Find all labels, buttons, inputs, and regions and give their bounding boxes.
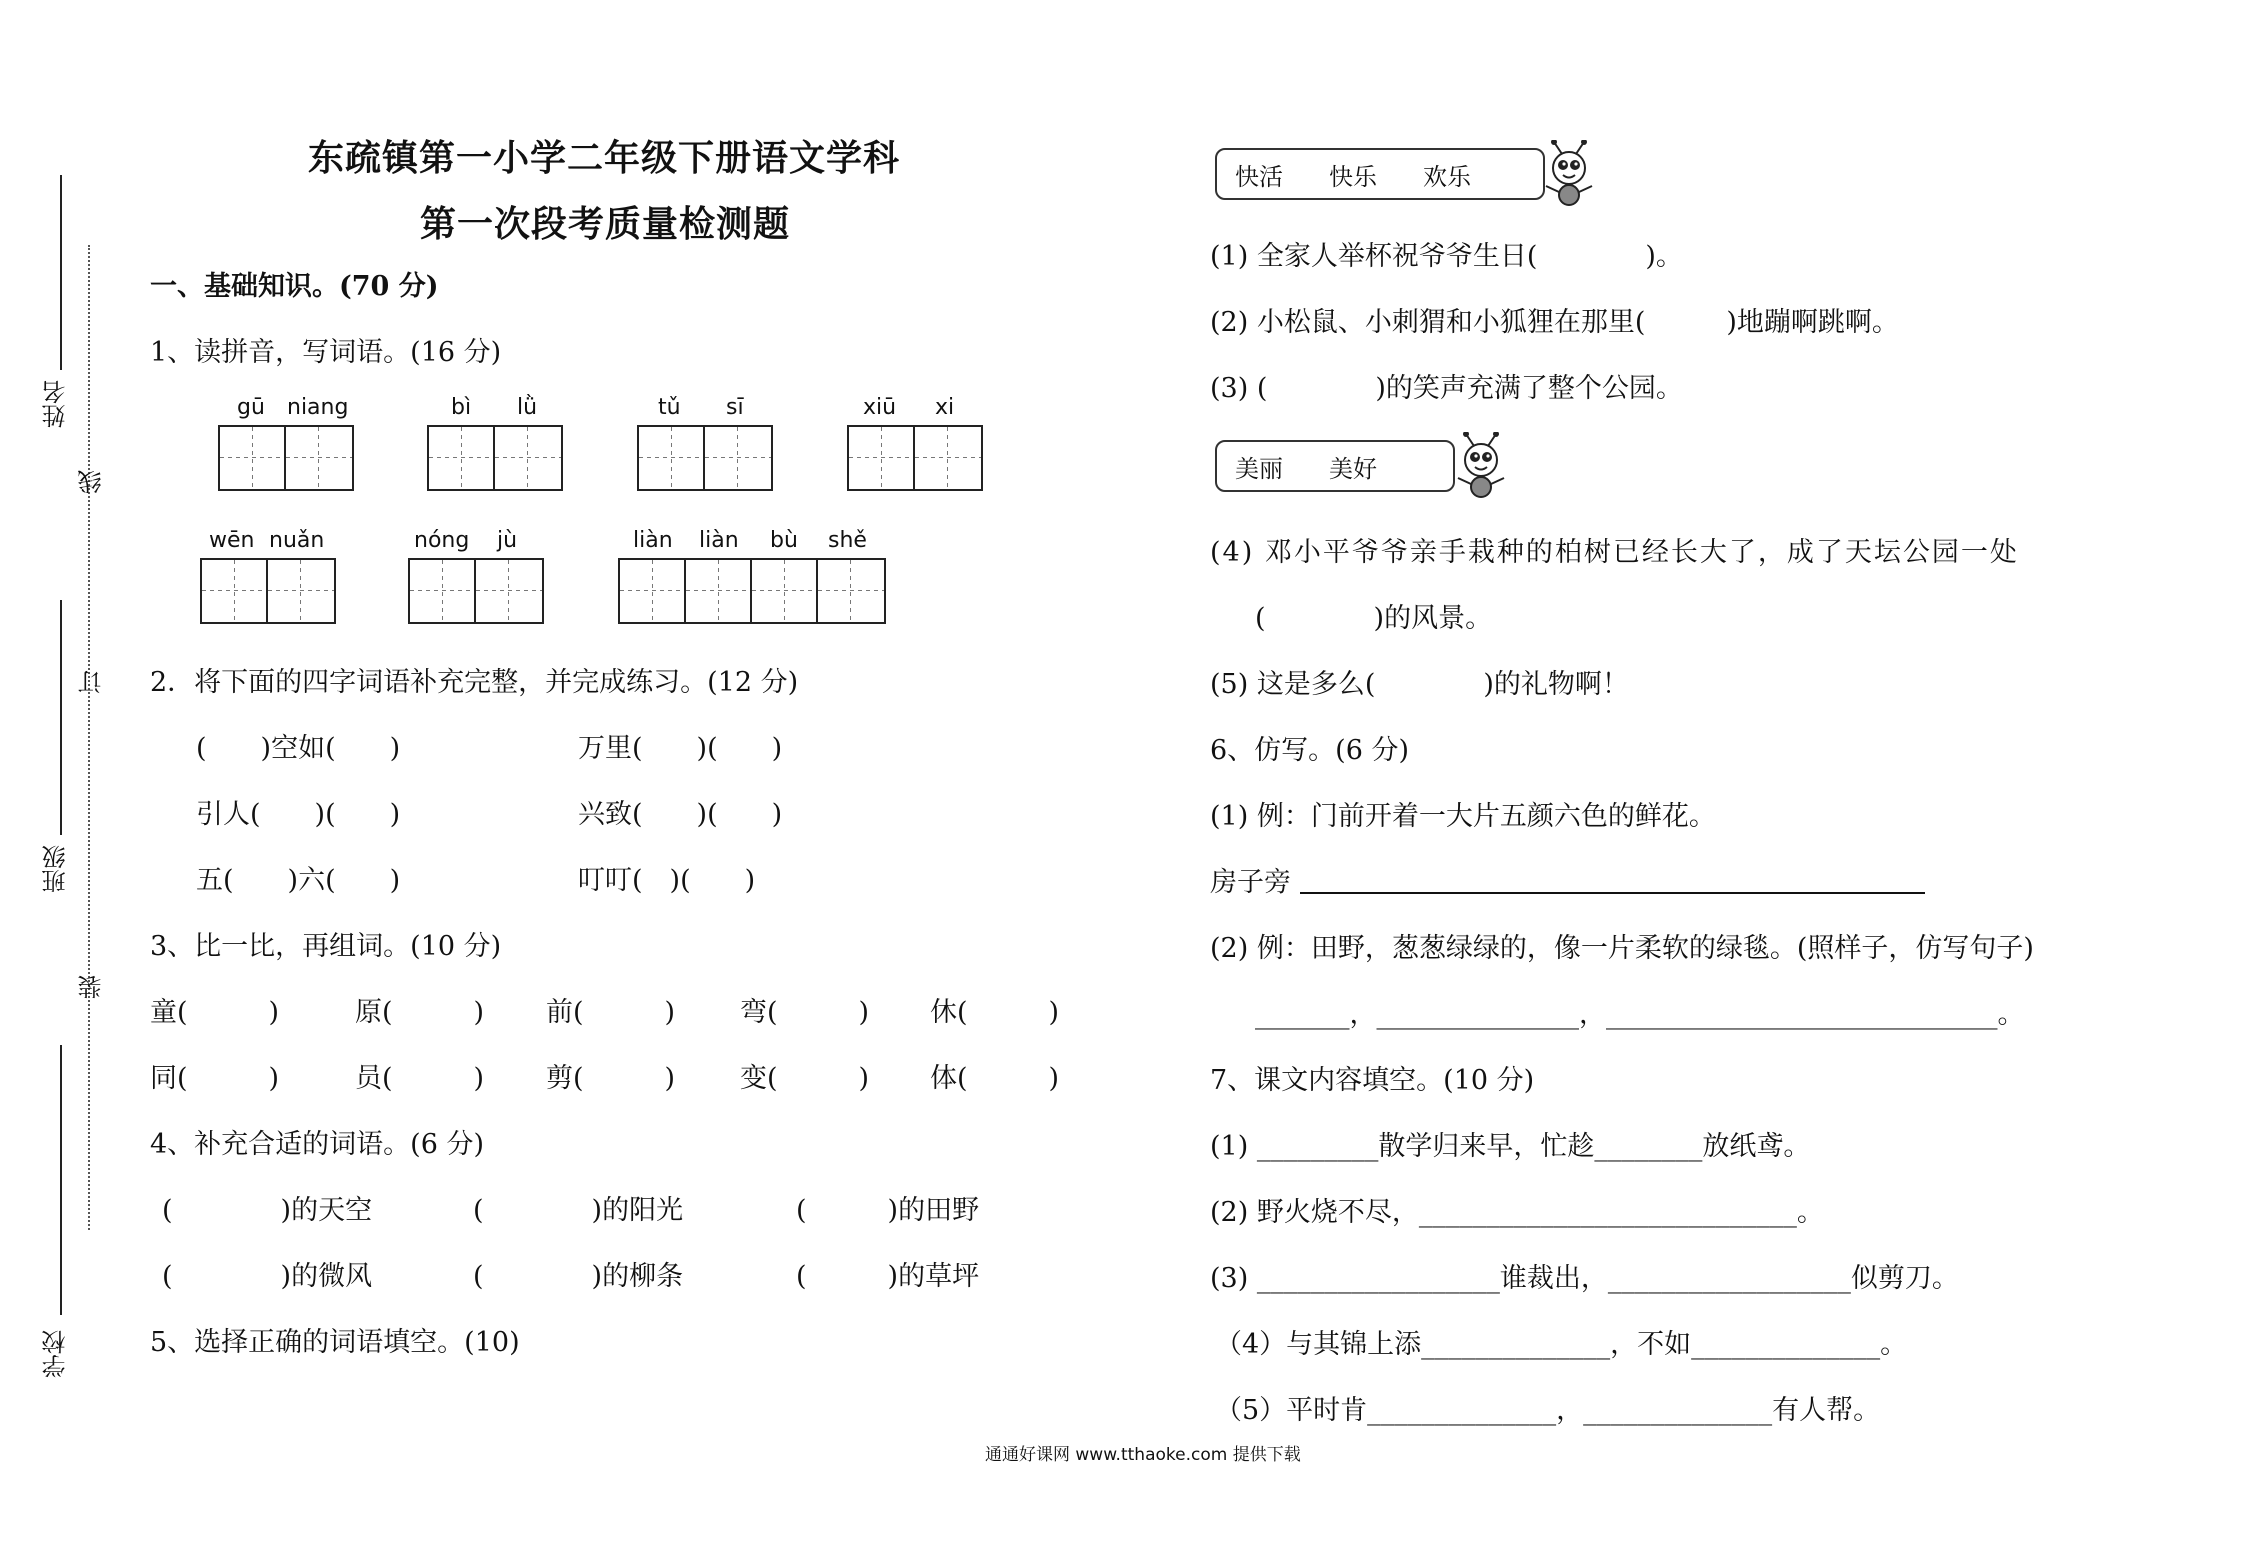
q4-title: 4、补充合适的词语。(6 分) [150,1129,485,1160]
q5-sentence: ( )的风景。 [1255,603,1493,634]
word-choice-box [1215,440,1455,492]
line-label: 线 [78,470,106,494]
ding-label: 订 [78,670,106,694]
q7-line[interactable]: （4）与其锦上添______________，不如______________。 [1215,1329,1908,1360]
pinyin: sī [726,395,744,420]
char-grid[interactable] [408,558,544,624]
q4-item: ( )的田野 [796,1195,980,1226]
q2-item: 万里( )( ) [578,733,783,764]
q7-line[interactable]: (2) 野火烧不尽，____________________________。 [1210,1197,1824,1228]
word-option: 欢乐 [1423,162,1471,191]
q2-item: 叮叮( )( ) [578,865,756,896]
q4-item: ( )的阳光 [473,1195,684,1226]
ant-cartoon-icon [1452,432,1512,502]
q3-item: 变( ) [740,1063,870,1094]
q5-sentence: (4) 邓小平爷爷亲手栽种的柏树已经长大了，成了天坛公园一处 [1210,537,2019,568]
q3-item: 员( ) [355,1063,485,1094]
q5-sentence: (5) 这是多么( )的礼物啊！ [1210,669,1629,700]
page-title-line1: 东疏镇第一小学二年级下册语文学科 [308,137,901,179]
ant-cartoon-icon [1540,140,1600,210]
char-grid[interactable] [427,425,563,491]
word-option: 快乐 [1329,162,1377,191]
binding-line-mid1 [60,600,62,835]
pinyin: jù [497,528,518,553]
q6-answer-label: 房子旁 [1210,867,1291,898]
q6-title: 6、仿写。(6 分) [1210,735,1410,766]
q3-item: 同( ) [150,1063,280,1094]
q5-sentence: (3) ( )的笑声充满了整个公园。 [1210,373,1683,404]
class-label: 班级 [42,845,70,893]
word-option: 快活 [1235,162,1283,191]
q3-item: 弯( ) [740,997,870,1028]
school-label: 学校 [42,1330,70,1378]
q4-item: ( )的柳条 [473,1261,684,1292]
q3-item: 原( ) [355,997,485,1028]
q2-item: ( )空如( ) [196,733,401,764]
pinyin: niang [287,395,349,420]
q7-title: 7、课文内容填空。(10 分) [1210,1065,1535,1096]
word-option: 美丽 [1235,454,1283,483]
answer-line[interactable] [1300,892,1925,894]
q2-item: 兴致( )( ) [578,799,783,830]
q7-line[interactable]: （5）平时肯______________，______________有人帮。 [1215,1395,1881,1426]
q5-sentence: (1) 全家人举杯祝爷爷生日( )。 [1210,241,1683,272]
pinyin: lǜ [517,395,538,420]
q6-example: (2) 例：田野，葱葱绿绿的，像一片柔软的绿毯。(照样子，仿写句子) [1210,933,2034,964]
char-grid[interactable] [847,425,983,491]
q3-item: 童( ) [150,997,280,1028]
q4-item: ( )的微风 [162,1261,373,1292]
q3-item: 体( ) [930,1063,1060,1094]
q2-item: 五( )六( ) [196,865,401,896]
pinyin: bì [451,395,472,420]
char-grid[interactable] [200,558,336,624]
word-option: 美好 [1329,454,1377,483]
page-title-line2: 第一次段考质量检测题 [420,203,791,245]
binding-line-top [60,175,62,370]
pinyin: liàn [633,528,673,553]
pinyin: nóng [414,528,470,553]
char-grid[interactable] [618,558,886,624]
q3-item: 前( ) [546,997,676,1028]
pinyin: liàn [699,528,739,553]
pinyin: bù [770,528,798,553]
q7-line[interactable]: (3) __________________谁裁出，__________________似剪刀。 [1210,1263,1959,1294]
q3-item: 剪( ) [546,1063,676,1094]
zhuang-label: 装 [78,975,106,999]
q5-sentence: (2) 小松鼠、小刺猬和小狐狸在那里( )地蹦啊跳啊。 [1210,307,1899,338]
pinyin: xiū [863,395,897,420]
q3-title: 3、比一比，再组词。(10 分) [150,931,502,962]
name-label: 姓名 [42,380,70,428]
q6-answer-blanks[interactable]: _______，_______________，_____________________________。 [1255,999,2025,1030]
char-grid[interactable] [637,425,773,491]
binding-dotted-line [88,245,90,1230]
q7-line[interactable]: (1) _________散学归来早，忙趁________放纸鸢。 [1210,1131,1811,1162]
q2-item: 引人( )( ) [196,799,401,830]
q5-title: 5、选择正确的词语填空。(10) [150,1327,520,1358]
pinyin: gū [237,395,265,420]
pinyin: nuǎn [269,528,325,553]
pinyin: tǔ [658,395,681,420]
footer-credit: 通通好课网 www.tthaoke.com 提供下载 [985,1445,1301,1465]
q1-title: 1、读拼音，写词语。(16 分) [150,337,502,368]
q6-example: (1) 例：门前开着一大片五颜六色的鲜花。 [1210,801,1716,832]
word-choice-box [1215,148,1545,200]
q4-item: ( )的天空 [162,1195,373,1226]
char-grid[interactable] [218,425,354,491]
pinyin: xi [935,395,955,420]
pinyin: shě [828,528,867,553]
pinyin: wēn [209,528,255,553]
binding-line-mid2 [60,1045,62,1315]
q2-title: 2．将下面的四字词语补充完整，并完成练习。(12 分) [150,667,799,698]
section1-heading: 一、基础知识。(70 分) [150,271,439,302]
q3-item: 休( ) [930,997,1060,1028]
q4-item: ( )的草坪 [796,1261,980,1292]
